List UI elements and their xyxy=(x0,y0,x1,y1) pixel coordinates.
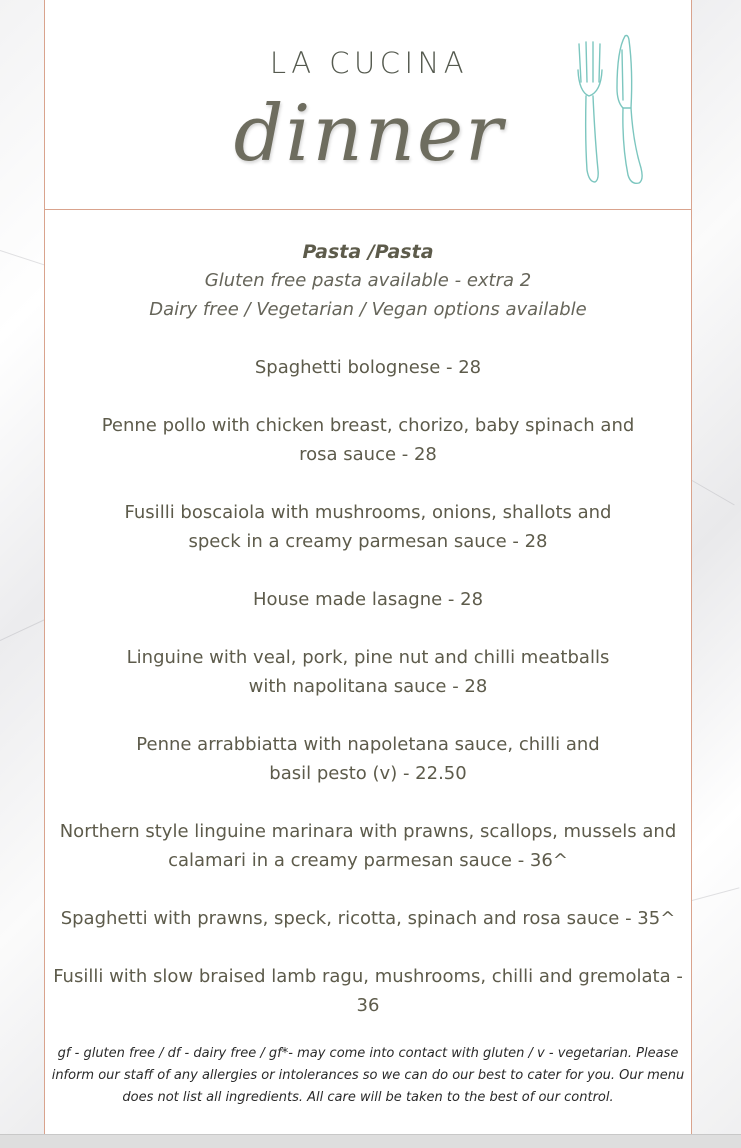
restaurant-name: LA CUCINA xyxy=(269,46,469,80)
marble-background-vein xyxy=(692,480,735,505)
menu-item: Spaghetti with prawns, speck, ricotta, spinach and rosa sauce - 35^ xyxy=(60,908,676,929)
page-bottom-bar xyxy=(0,1134,741,1148)
menu-item: Linguine with veal, pork, pine nut and chilli meatballs with napolitana sauce - 28 xyxy=(126,647,610,697)
menu-item: Penne arrabbiatta with napoletana sauce, chilli and basil pesto (v) - 22.50 xyxy=(136,734,600,784)
section-title: Pasta /Pasta xyxy=(302,241,434,263)
menu-header xyxy=(45,0,691,210)
fork-and-knife-icon xyxy=(573,30,665,190)
menu-item: Spaghetti bolognese - 28 xyxy=(254,357,482,378)
menu-item: Northern style linguine marinara with prawns, scallops, mussels and calamari in a creamy parmesan sauce - 36^ xyxy=(59,821,677,871)
menu-item: House made lasagne - 28 xyxy=(252,589,484,610)
menu-content xyxy=(45,239,691,1109)
menu-card xyxy=(44,0,692,1134)
menu-item: Fusilli with slow braised lamb ragu, mushrooms, chilli and gremolata - 36 xyxy=(53,966,683,1016)
section-note: Dairy free / Vegetarian / Vegan options available xyxy=(149,299,587,320)
menu-item: Penne pollo with chicken breast, chorizo, baby spinach and rosa sauce - 28 xyxy=(101,415,635,465)
section-note: Gluten free pasta available - extra 2 xyxy=(204,270,532,291)
menu-type-title: dinner xyxy=(233,89,505,179)
marble-background-vein xyxy=(692,887,740,901)
marble-background-vein xyxy=(0,619,46,641)
menu-item: Fusilli boscaiola with mushrooms, onions, shallots and speck in a creamy parmesan sauce - 28 xyxy=(124,502,612,552)
allergy-footnote: gf - gluten free / df - dairy free / gf*- may come into contact with gluten / v - vegetarian. Please inform our staff of any allergies or intolerances so we can do our best to cater for you. Our menu does not list all ingredients. All care will be taken to the best of our control. xyxy=(51,1046,685,1105)
